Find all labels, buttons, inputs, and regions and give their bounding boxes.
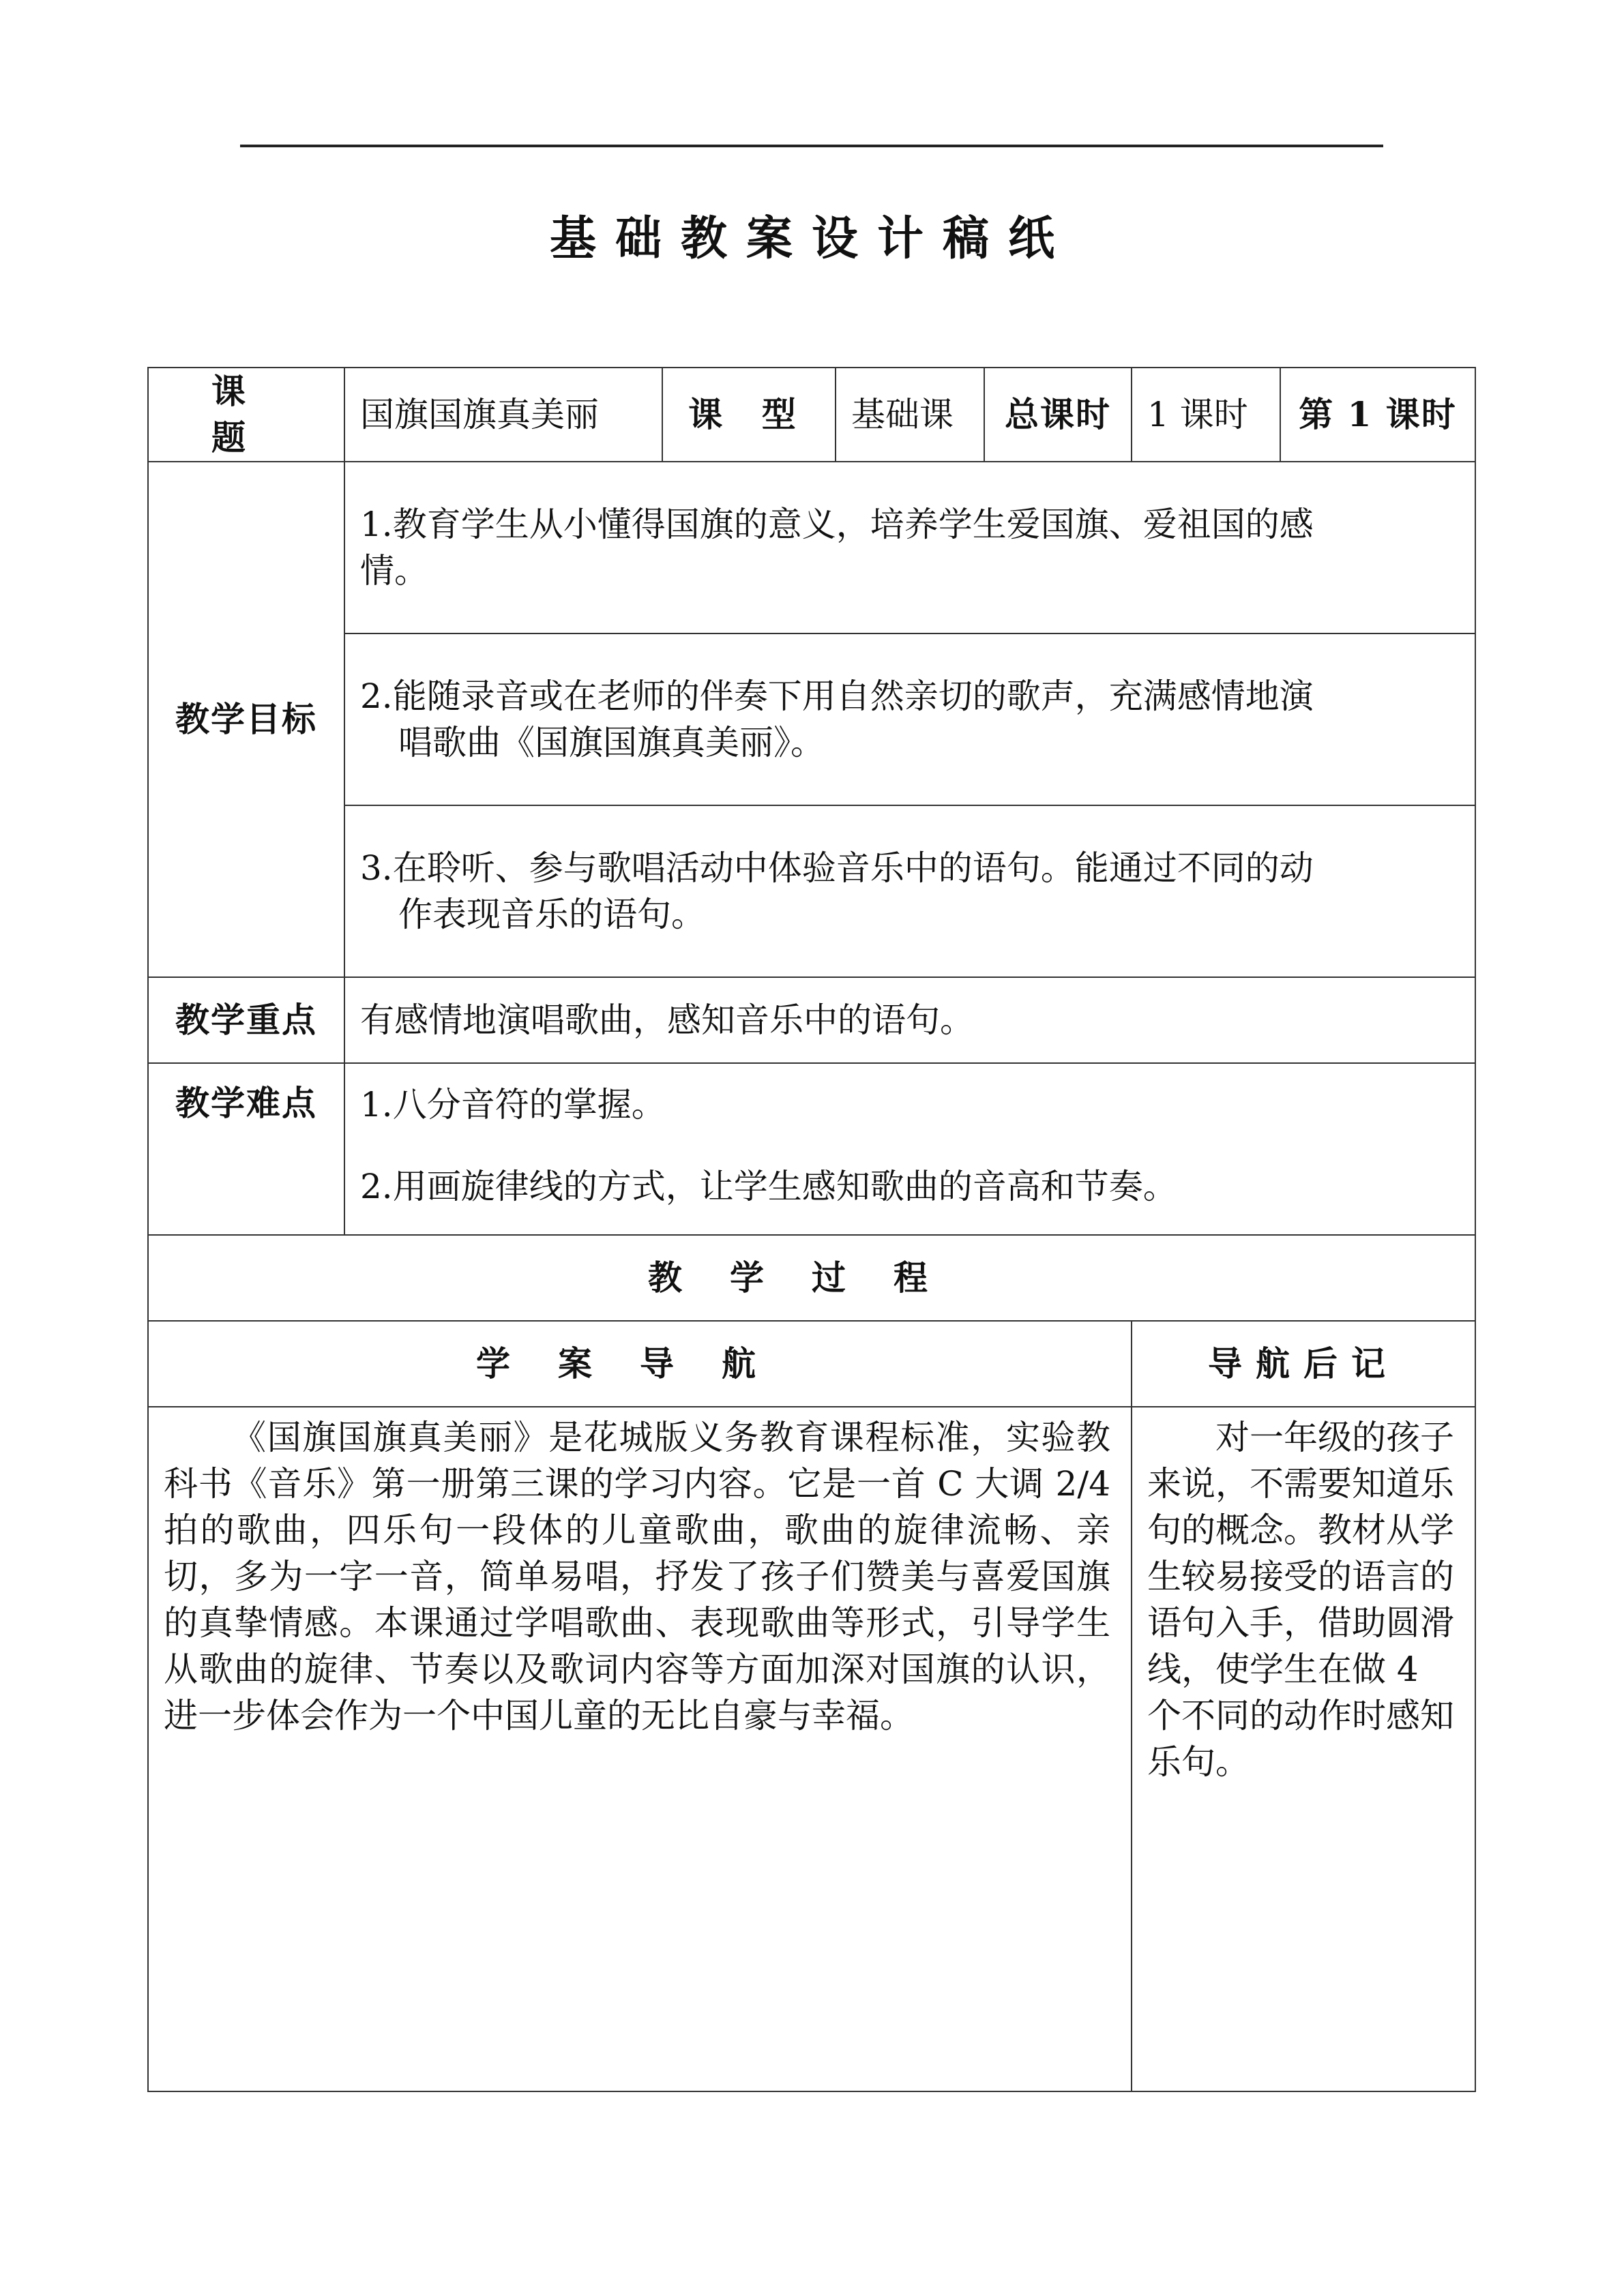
document-title: 基础教案设计稿纸 — [549, 211, 1074, 266]
objective-item — [344, 633, 1475, 805]
topic-value: 国旗国旗真美丽 — [344, 368, 662, 462]
process-subheading-row — [148, 1321, 1475, 1407]
header-row — [148, 368, 1475, 462]
total-hours-label: 总课时 — [984, 368, 1132, 462]
type-label: 课 型 — [662, 368, 836, 462]
type-value: 基础课 — [836, 368, 984, 462]
notes-heading: 导航后记 — [1132, 1321, 1475, 1407]
header-rule — [240, 145, 1383, 147]
objective-line-cont: 唱歌曲《国旗国旗真美丽》。 — [398, 723, 825, 762]
objectives-label: 教学目标 — [148, 462, 344, 977]
notes-text: 对一年级的孩子来说，不需要知道乐句的概念。教材从学生较易接受的语言的语句入手，借助圆滑线，使学生在做 4 个不同的动作时感知乐句。 — [1132, 1407, 1475, 2091]
objective-line: 3.在聆听、参与歌唱活动中体验音乐中的语句。能通过不同的动 — [360, 848, 1314, 888]
key-points-label: 教学重点 — [148, 977, 344, 1063]
objective-line-cont: 情。 — [360, 551, 428, 591]
total-hours-value: 1 课时 — [1132, 368, 1280, 462]
objective-line: 2.能随录音或在老师的伴奏下用自然亲切的歌声，充满感情地演 — [360, 676, 1314, 716]
objective-row-2 — [148, 633, 1475, 805]
key-points-text: 有感情地演唱歌曲，感知音乐中的语句。 — [344, 977, 1475, 1063]
difficulties-list — [344, 1063, 1475, 1235]
difficulties-label: 教学难点 — [148, 1063, 344, 1235]
process-heading-row — [148, 1235, 1475, 1321]
process-content-row — [148, 1407, 1475, 2091]
objective-item — [344, 462, 1475, 633]
process-heading: 教学过程 — [148, 1235, 1475, 1321]
objective-line-cont: 作表现音乐的语句。 — [398, 895, 705, 934]
difficulty-item: 1.八分音符的掌握。 — [360, 1085, 666, 1124]
objective-line: 1.教育学生从小懂得国旗的意义，培养学生爱国旗、爱祖国的感 — [360, 505, 1314, 544]
current-hour: 第 1 课时 — [1280, 368, 1475, 462]
topic-label: 课 题 — [148, 368, 344, 462]
difficulty-item: 2.用画旋律线的方式，让学生感知歌曲的音高和节奏。 — [360, 1167, 1177, 1206]
difficulties-row — [148, 1063, 1475, 1235]
key-points-row — [148, 977, 1475, 1063]
lesson-plan-table — [147, 367, 1476, 2092]
guide-heading: 学案导航 — [148, 1321, 1132, 1407]
objective-row-3 — [148, 805, 1475, 977]
guide-text: 《国旗国旗真美丽》是花城版义务教育课程标准，实验教科书《音乐》第一册第三课的学习内容。它是一首 C 大调 2/4 拍的歌曲，四乐句一段体的儿童歌曲，歌曲的旋律流畅、亲切，多为一字一音，简单易唱，抒发了孩子们赞美与喜爱国旗的真挚情感。本课通过学唱歌曲、表现歌曲等形式，引导学生从歌曲的旋律、节奏以及歌词内容等方面加深对国旗的认识，进一步体会作为一个中国儿童的无比自豪与幸福。 — [148, 1407, 1132, 2091]
objective-row-1 — [148, 462, 1475, 633]
objective-item — [344, 805, 1475, 977]
